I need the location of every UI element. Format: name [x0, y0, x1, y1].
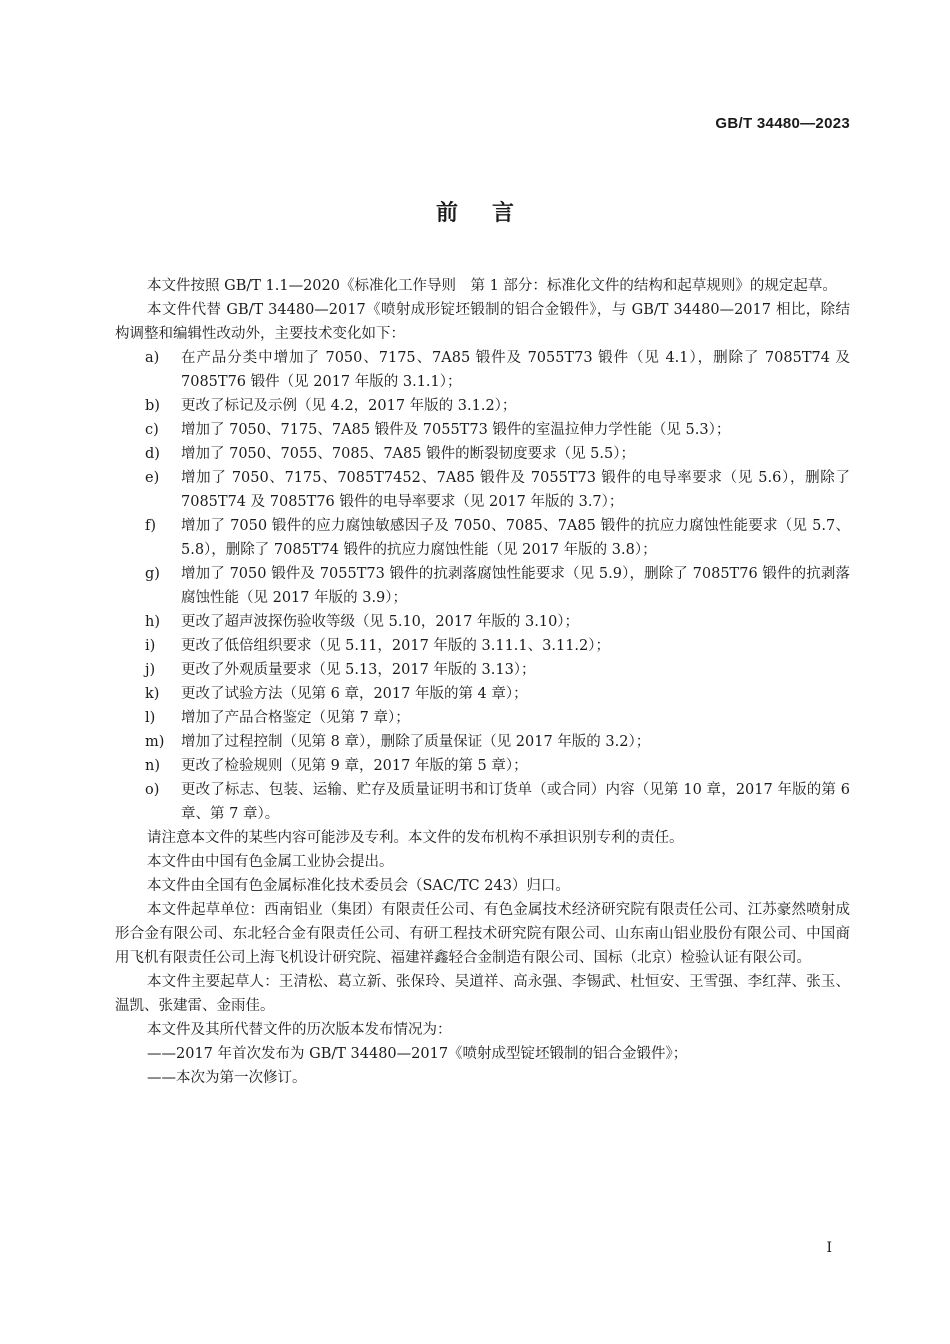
list-item-text: 增加了 7050 锻件的应力腐蚀敏感因子及 7050、7085、7A85 锻件的抗应力腐蚀性能要求（见 5.7、5.8），删除了 7085T74 锻件的抗应力腐蚀性能（见 2017 年版的 3.8）； — [181, 518, 850, 558]
paragraph-proposer: 本文件由中国有色金属工业协会提出。 — [147, 854, 394, 870]
list-item — [115, 394, 850, 418]
list-item-label: n) — [145, 758, 160, 774]
list-item — [115, 466, 850, 514]
paragraph-drafters: 本文件主要起草人：王清松、葛立新、张保玲、吴道祥、高永强、李锡武、杜恒安、王雪强、李红萍、张玉、温凯、张建雷、金雨佳。 — [115, 974, 850, 1014]
list-item-label: f) — [145, 518, 157, 534]
list-item-label: e) — [145, 470, 160, 486]
paragraph-replaces: 本文件代替 GB/T 34480—2017《喷射成形锭坯锻制的铝合金锻件》，与 GB/T 34480—2017 相比，除结构调整和编辑性改动外，主要技术变化如下： — [115, 302, 850, 342]
paragraph-committee: 本文件由全国有色金属标准化技术委员会（SAC/TC 243）归口。 — [147, 878, 570, 894]
list-item-label: j) — [145, 662, 156, 678]
list-item — [115, 730, 850, 754]
list-item-label: k) — [145, 686, 160, 702]
list-item-label: b) — [145, 398, 160, 414]
list-item — [115, 682, 850, 706]
history-item: ——2017 年首次发布为 GB/T 34480—2017《喷射成型锭坯锻制的铝合金锻件》； — [147, 1046, 688, 1062]
list-item-label: a) — [145, 350, 160, 366]
page-number: I — [826, 1240, 832, 1256]
list-item — [115, 754, 850, 778]
list-item-label: l) — [145, 710, 156, 726]
list-item — [115, 610, 850, 634]
list-item — [115, 706, 850, 730]
paragraph-drafting-units: 本文件起草单位：西南铝业（集团）有限责任公司、有色金属技术经济研究院有限责任公司、江苏豪然喷射成形合金有限公司、东北轻合金有限责任公司、有研工程技术研究院有限公司、山东南山铝业股份有限公司、中国商用飞机有限责任公司上海飞机设计研究院、福建祥鑫轻合金制造有限公司、国标（北京）检验认证有限公司。 — [115, 902, 850, 966]
list-item-text: 更改了试验方法（见第 6 章，2017 年版的第 4 章）； — [181, 686, 528, 702]
changes-list — [115, 346, 850, 826]
list-item — [115, 442, 850, 466]
list-item — [115, 634, 850, 658]
list-item-text: 增加了过程控制（见第 8 章），删除了质量保证（见 2017 年版的 3.2）； — [181, 734, 651, 750]
paragraph-patent-notice: 请注意本文件的某些内容可能涉及专利。本文件的发布机构不承担识别专利的责任。 — [147, 830, 684, 846]
page-title: 前言 — [435, 201, 548, 226]
history-item: ——本次为第一次修订。 — [147, 1070, 307, 1086]
list-item-text: 更改了标记及示例（见 4.2，2017 年版的 3.1.2）； — [181, 398, 517, 414]
list-item-label: h) — [145, 614, 160, 630]
standard-code: GB/T 34480—2023 — [715, 115, 850, 132]
list-item — [115, 418, 850, 442]
list-item-text: 更改了检验规则（见第 9 章，2017 年版的第 5 章）； — [181, 758, 528, 774]
list-item-label: d) — [145, 446, 160, 462]
paragraph-history-intro: 本文件及其所代替文件的历次版本发布情况为： — [147, 1022, 452, 1038]
document-body — [115, 274, 850, 1090]
list-item-text: 更改了超声波探伤验收等级（见 5.10，2017 年版的 3.10）； — [181, 614, 580, 630]
list-item-text: 在产品分类中增加了 7050、7175、7A85 锻件及 7055T73 锻件（见 4.1），删除了 7085T74 及 7085T76 锻件（见 2017 年版的 3.1.1）； — [181, 350, 850, 390]
list-item-text: 更改了标志、包装、运输、贮存及质量证明书和订货单（或合同）内容（见第 10 章，2017 年版的第 6 章、第 7 章）。 — [181, 782, 850, 822]
list-item-text: 增加了 7050、7175、7A85 锻件及 7055T73 锻件的室温拉伸力学性能（见 5.3）； — [181, 422, 731, 438]
list-item-text: 增加了 7050、7055、7085、7A85 锻件的断裂韧度要求（见 5.5）； — [181, 446, 635, 462]
paragraph-drafting-rules: 本文件按照 GB/T 1.1—2020《标准化工作导则 第 1 部分：标准化文件的结构和起草规则》的规定起草。 — [147, 278, 837, 294]
list-item-label: i) — [145, 638, 156, 654]
list-item-label: m) — [145, 734, 165, 750]
list-item — [115, 778, 850, 826]
list-item — [115, 658, 850, 682]
list-item-text: 增加了产品合格鉴定（见第 7 章）； — [181, 710, 410, 726]
list-item — [115, 562, 850, 610]
list-item-text: 增加了 7050 锻件及 7055T73 锻件的抗剥落腐蚀性能要求（见 5.9），删除了 7085T76 锻件的抗剥落腐蚀性能（见 2017 年版的 3.9）； — [181, 566, 850, 606]
list-item-text: 增加了 7050、7175、7085T7452、7A85 锻件及 7055T73 锻件的电导率要求（见 5.6），删除了 7085T74 及 7085T76 锻件的电导率要求（见 2017 年版的 3.7）； — [181, 470, 850, 510]
list-item-text: 更改了低倍组织要求（见 5.11，2017 年版的 3.11.1、3.11.2）； — [181, 638, 611, 654]
list-item — [115, 346, 850, 394]
list-item-label: o) — [145, 782, 160, 798]
list-item-text: 更改了外观质量要求（见 5.13，2017 年版的 3.13）； — [181, 662, 536, 678]
list-item-label: c) — [145, 422, 159, 438]
list-item-label: g) — [145, 566, 160, 582]
list-item — [115, 514, 850, 562]
